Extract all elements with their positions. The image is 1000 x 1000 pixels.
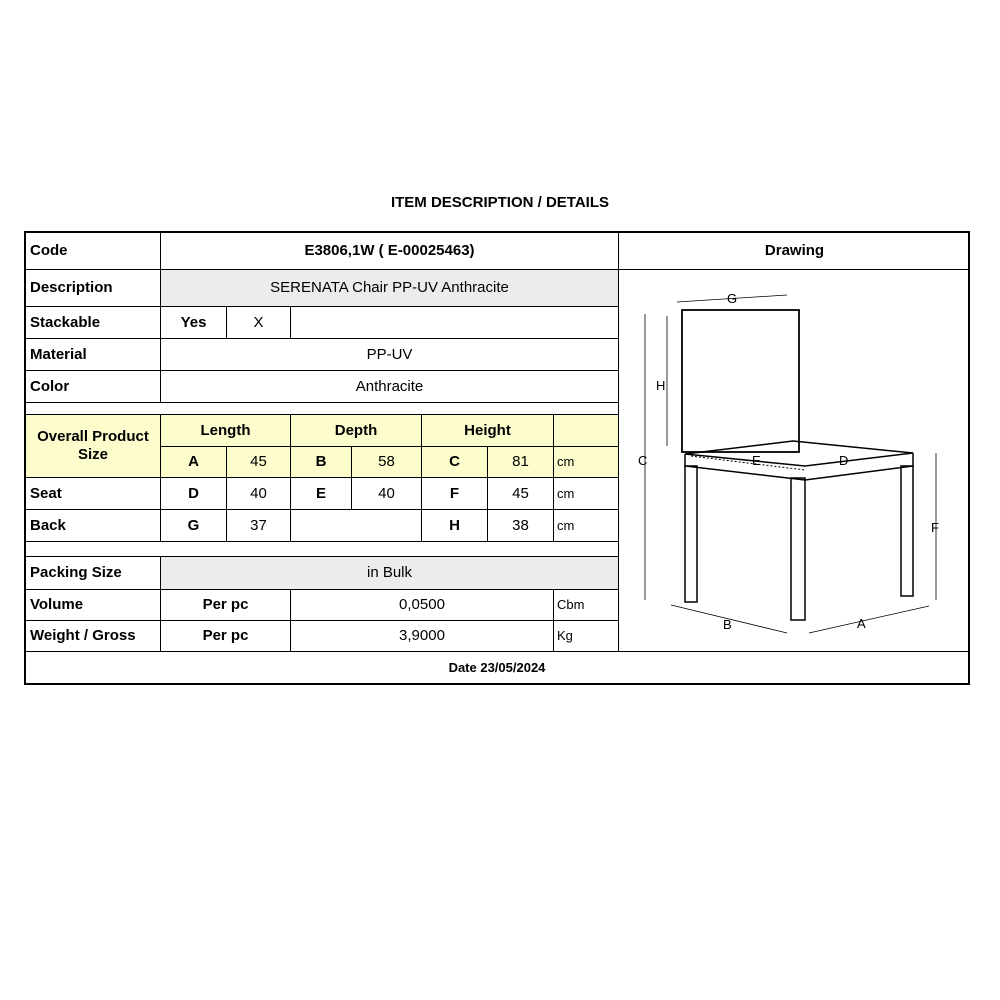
description-value: SERENATA Chair PP-UV Anthracite — [161, 270, 619, 307]
packing-size-label: Packing Size — [26, 557, 161, 590]
back-value-h: 38 — [488, 510, 554, 542]
material-label: Material — [26, 339, 161, 371]
volume-label: Volume — [26, 590, 161, 621]
material-value: PP-UV — [161, 339, 619, 371]
seat-letter-f: F — [422, 478, 488, 510]
length-header: Length — [161, 415, 291, 447]
stackable-label: Stackable — [26, 307, 161, 339]
dim-f-label: F — [931, 519, 939, 535]
seat-value-d: 40 — [227, 478, 291, 510]
packing-size-value: in Bulk — [161, 557, 619, 590]
stackable-mark: X — [227, 307, 291, 339]
volume-value: 0,0500 — [291, 590, 554, 621]
spacer-row — [26, 403, 619, 415]
code-value: E3806,1W ( E-00025463) — [161, 233, 619, 270]
back-unit: cm — [554, 510, 619, 542]
page-title: ITEM DESCRIPTION / DETAILS — [390, 194, 610, 211]
weight-unit: Kg — [554, 621, 619, 652]
chair-leg-back-left — [685, 466, 697, 602]
chair-backrest — [682, 310, 799, 452]
stackable-blank — [291, 307, 619, 339]
dim-a-line — [809, 606, 929, 633]
overall-letter-b: B — [291, 447, 352, 478]
overall-size-label: Overall Product Size — [26, 415, 161, 478]
drawing-area — [619, 270, 970, 652]
spacer-row-2 — [26, 542, 619, 557]
drawing-header: Drawing — [619, 233, 970, 270]
weight-value: 3,9000 — [291, 621, 554, 652]
overall-letter-a: A — [161, 447, 227, 478]
weight-per: Per pc — [161, 621, 291, 652]
seat-value-f: 45 — [488, 478, 554, 510]
chair-leg-front-right — [901, 466, 913, 596]
overall-value-a: 45 — [227, 447, 291, 478]
seat-letter-e: E — [291, 478, 352, 510]
height-header: Height — [422, 415, 554, 447]
dim-a-label: A — [857, 615, 866, 631]
item-details-sheet — [24, 231, 970, 685]
chair-leg-front — [791, 478, 805, 620]
dim-c-label: C — [638, 452, 648, 468]
footer-date: Date 23/05/2024 — [448, 659, 546, 675]
weight-label: Weight / Gross — [26, 621, 161, 652]
overall-value-c: 81 — [488, 447, 554, 478]
dim-g-label: G — [727, 290, 738, 306]
back-letter-g: G — [161, 510, 227, 542]
dim-e-label: E — [752, 452, 761, 468]
overall-value-b: 58 — [352, 447, 422, 478]
code-label: Code — [26, 233, 161, 270]
overall-unit: cm — [554, 447, 619, 478]
stackable-yes-label: Yes — [161, 307, 227, 339]
volume-unit: Cbm — [554, 590, 619, 621]
seat-unit: cm — [554, 478, 619, 510]
back-letter-h: H — [422, 510, 488, 542]
volume-per: Per pc — [161, 590, 291, 621]
back-label: Back — [26, 510, 161, 542]
back-value-g: 37 — [227, 510, 291, 542]
seat-label: Seat — [26, 478, 161, 510]
seat-edge-dash — [691, 456, 805, 470]
description-label: Description — [26, 270, 161, 307]
dim-h-label: H — [656, 377, 666, 393]
overall-letter-c: C — [422, 447, 488, 478]
chair-drawing — [619, 270, 970, 652]
dim-b-label: B — [723, 616, 732, 632]
color-value: Anthracite — [161, 371, 619, 403]
back-blank — [291, 510, 422, 542]
seat-letter-d: D — [161, 478, 227, 510]
color-label: Color — [26, 371, 161, 403]
depth-header: Depth — [291, 415, 422, 447]
seat-value-e: 40 — [352, 478, 422, 510]
dim-d-label: D — [839, 452, 849, 468]
overall-header-blank — [554, 415, 619, 447]
